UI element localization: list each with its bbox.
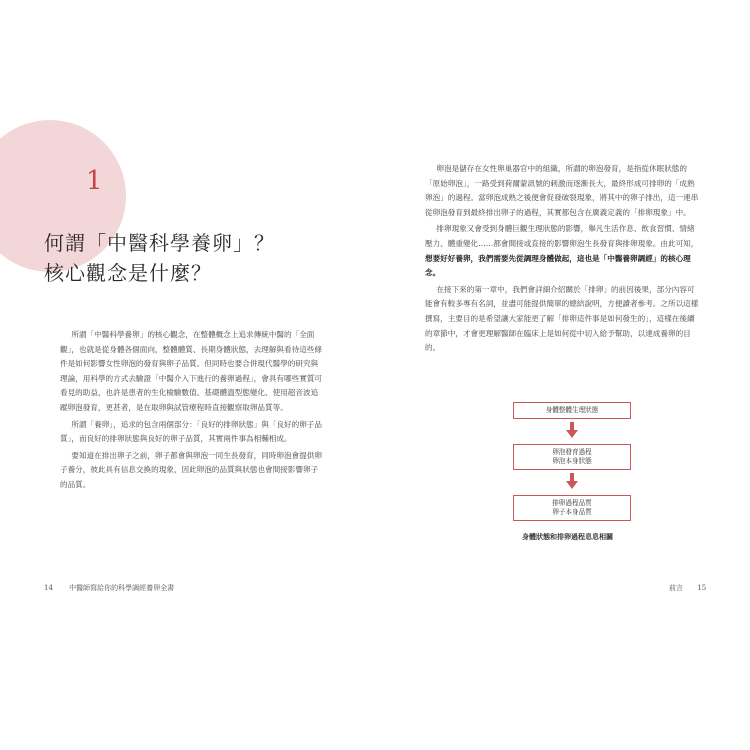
left-paragraph: 所謂「中醫科學養卵」的核心觀念，在整體概念上追求傳統中醫的「全面觀」，也就是從身體各個面向，整體體質、長期身體狀態，去理解與看待這些條件是如何影響女性卵泡的發育與卵子品質。但同時也要合併現代醫學的研究與理論，用科學的方式去驗證「中醫介入下進行的養卵過程」，會具有哪些實質可看見的助益，也許是患者的生化檢驗數值、基礎體溫型態變化、使用超音波追蹤卵泡發育，更甚者，是在取卵與試管療程時直接觀察取卵品質等。	[60, 330, 322, 412]
left-page-body	[60, 328, 322, 495]
page-number: 15	[697, 584, 707, 592]
flow-box-text: 卵泡本身狀態	[552, 457, 592, 465]
left-page-footer	[44, 583, 174, 593]
chapter-title-line-2: 核心觀念是什麼？	[44, 261, 212, 285]
flow-box-body-state	[513, 402, 631, 419]
flow-box-ovulation	[513, 495, 631, 521]
flowchart-caption: 身體狀態和排卵過程息息相關	[522, 533, 613, 541]
left-paragraph: 所謂「養卵」，追求的包含兩個部分：「良好的排卵狀態」與「良好的卵子品質」，而良好的排卵狀態與良好的卵子品質，其實兩件事為相輔相成。	[60, 419, 322, 444]
flowchart	[512, 402, 632, 521]
flow-box-follicle	[513, 444, 631, 470]
right-paragraph: 在接下來的第一章中，我們會詳細介紹關於「排卵」的前因後果，部分內容可能會有較多專有名詞，並盡可能提供簡單的總結說明，方便讀者參考。之所以這樣撰寫，主要目的是希望讓大家能更了解「排卵這件事是如何發生的」，這樣在後續的章節中，才會更理解醫師在臨床上是如何從中切入給予幫助，以達成養卵的目的。	[425, 284, 699, 353]
right-page-body	[425, 162, 702, 358]
chapter-title	[44, 228, 275, 288]
right-paragraph-text: 排卵現象又會受到身體巨觀生理狀態的影響，舉凡生活作息、飲食習慣、情緒壓力、體重變化……都會間接或直接的影響卵泡生長發育與排卵現象。由此可知，	[425, 224, 699, 248]
flow-box-text: 卵泡發育過程	[552, 448, 592, 456]
chapter-number: 1	[86, 166, 103, 196]
flow-box-text: 卵子本身品質	[552, 508, 592, 516]
running-title: 中醫師寫給你的科學調經養卵全書	[69, 584, 175, 592]
key-concept-bold: 想要好好養卵，我們需要先從調理身體做起，這也是「中醫養卵調經」的核心理念。	[425, 253, 691, 278]
right-paragraph	[425, 222, 702, 280]
flow-arrow-down-icon	[512, 473, 632, 495]
running-title: 前言	[669, 584, 683, 592]
flow-box-text: 身體整體生理狀態	[545, 406, 599, 414]
left-paragraph: 要知道在排出卵子之前，卵子都會與卵泡一同生長發育，同時卵泡會提供卵子養分，彼此具有信息交換的現象，因此卵泡的品質與狀態也會間接影響卵子的品質。	[60, 450, 322, 489]
chapter-title-line-1: 何謂「中醫科學養卵」？	[44, 231, 275, 255]
flow-box-text: 排卵過程品質	[552, 499, 592, 507]
page-number: 14	[44, 584, 53, 592]
right-page-footer	[669, 583, 706, 593]
flow-arrow-down-icon	[512, 422, 632, 444]
right-paragraph: 卵泡是儲存在女性卵巢器官中的組織，所謂的卵泡發育，是指從休眠狀態的「原始卵泡」，一路受到荷爾蒙訊號的刺激而逐漸長大，最終形成可排卵的「成熟卵泡」的過程。當卵泡成熟之後便會促發破裂現象，將其中的卵子排出，這一連串從卵泡發育到最終排出卵子的過程，其實都包含在廣義定義的「排卵現象」中。	[425, 164, 699, 217]
